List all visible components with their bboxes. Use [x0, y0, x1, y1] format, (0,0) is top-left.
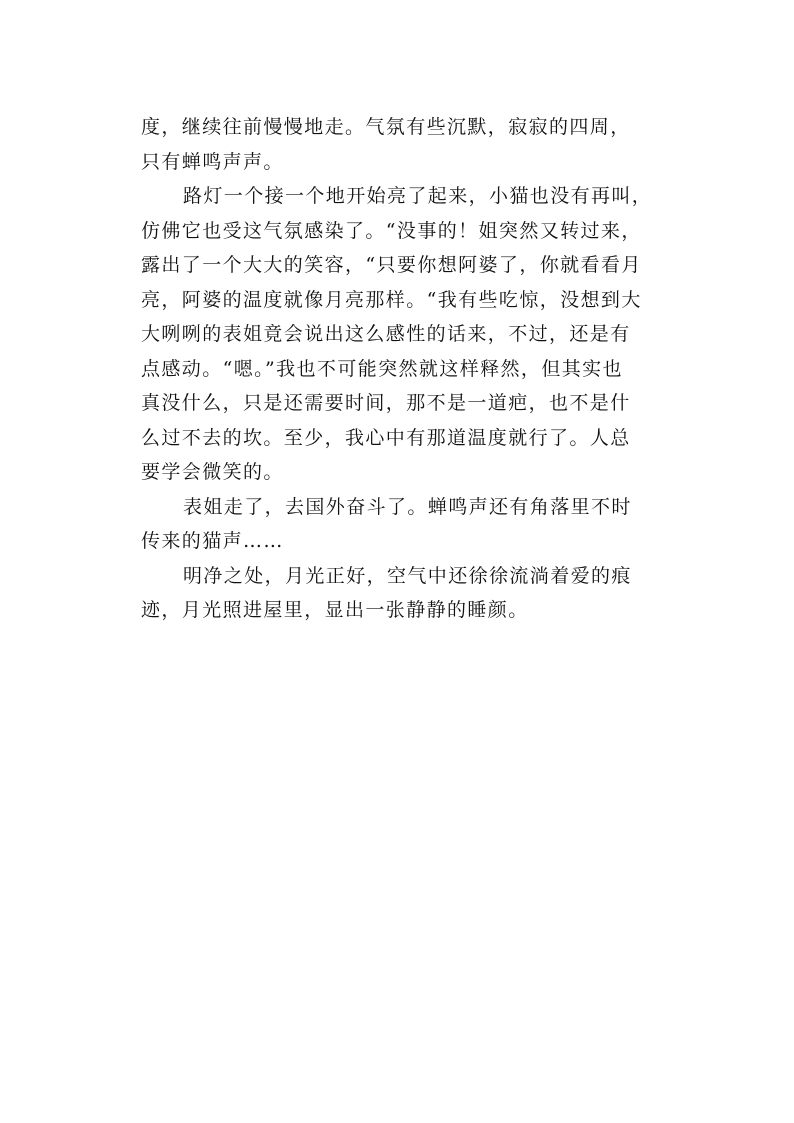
text-line: 真没什么，只是还需要时间，那不是一道疤，也不是什: [141, 392, 631, 414]
text-line: 度，继续往前慢慢地走。气氛有些沉默，寂寂的四周，: [141, 116, 631, 138]
text-line: 么过不去的坎。至少，我心中有那道温度就行了。人总: [141, 426, 631, 449]
text-line: 亮，阿婆的温度就像月亮那样。“我有些吃惊，没想到大: [141, 288, 642, 311]
text-line: 只有蝉鸣声声。: [141, 150, 284, 173]
text-line: 迹，月光照进屋里，显出一张静静的睡颜。: [141, 599, 529, 621]
text-line: 要学会微笑的。: [141, 461, 284, 483]
text-line: 点感动。“嗯。”我也不可能突然就这样释然，但其实也: [141, 357, 623, 380]
text-line: 露出了一个大大的笑容，“只要你想阿婆了，你就看看月: [141, 254, 642, 276]
text-line: 路灯一个接一个地开始亮了起来，小猫也没有再叫，: [183, 185, 653, 207]
text-line: 仿佛它也受这气氛感染了。“没事的！姐突然又转过来，: [141, 219, 642, 242]
document-body: [141, 110, 681, 628]
text-line: 表姐走了，去国外奋斗了。蝉鸣声还有角落里不时: [183, 495, 632, 518]
text-line: 明净之处，月光正好，空气中还徐徐流淌着爱的痕: [183, 564, 632, 587]
text-line: 传来的猫声……: [141, 530, 284, 552]
text-line: 大咧咧的表姐竟会说出这么感性的话来，不过，还是有: [141, 323, 631, 345]
